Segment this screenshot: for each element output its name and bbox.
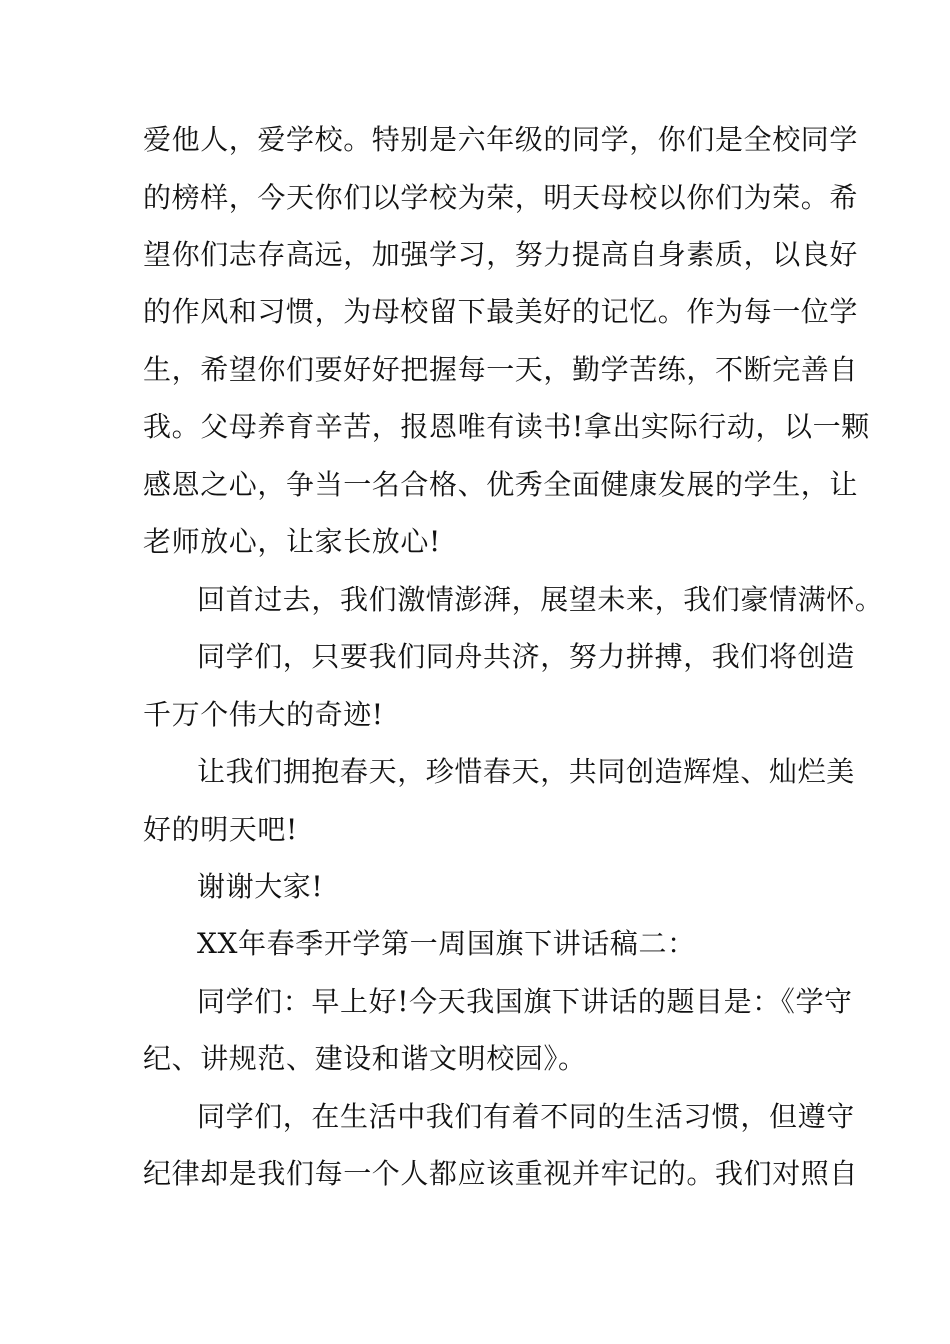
text-line: 爱他人，爱学校。特别是六年级的同学，你们是全校同学 <box>143 123 859 156</box>
text-line: 生，希望你们要好好把握每一天，勤学苦练，不断完善自 <box>143 353 859 386</box>
text-line: 纪律却是我们每一个人都应该重视并牢记的。我们对照自 <box>143 1157 859 1190</box>
text-line: 的榜样，今天你们以学校为荣，明天母校以你们为荣。希 <box>143 181 859 214</box>
paragraph-first-line: 谢谢大家! <box>197 870 324 903</box>
text-line: 老师放心，让家长放心! <box>143 525 441 558</box>
paragraph-first-line: 同学们：早上好!今天我国旗下讲话的题目是：《学守 <box>197 985 853 1018</box>
paragraph-first-line: 让我们拥抱春天，珍惜春天，共同创造辉煌、灿烂美 <box>197 755 855 788</box>
section-heading: XX年春季开学第一周国旗下讲话稿二： <box>197 927 696 960</box>
text-line: 望你们志存高远，加强学习，努力提高自身素质，以良好 <box>143 238 859 271</box>
text-line: 的作风和习惯，为母校留下最美好的记忆。作为每一位学 <box>143 295 859 328</box>
text-line: 纪、讲规范、建设和谐文明校园》。 <box>143 1042 587 1075</box>
paragraph-first-line: 回首过去，我们激情澎湃，展望未来，我们豪情满怀。 <box>197 583 884 616</box>
text-line: 我。父母养育辛苦，报恩唯有读书!拿出实际行动，以一颗 <box>143 410 870 443</box>
text-line: 好的明天吧! <box>143 813 298 846</box>
paragraph-first-line: 同学们，在生活中我们有着不同的生活习惯，但遵守 <box>197 1100 855 1133</box>
text-line: 感恩之心，争当一名合格、优秀全面健康发展的学生，让 <box>143 468 859 501</box>
paragraph-first-line: 同学们，只要我们同舟共济，努力拼搏，我们将创造 <box>197 640 855 673</box>
text-line: 千万个伟大的奇迹! <box>143 698 384 731</box>
